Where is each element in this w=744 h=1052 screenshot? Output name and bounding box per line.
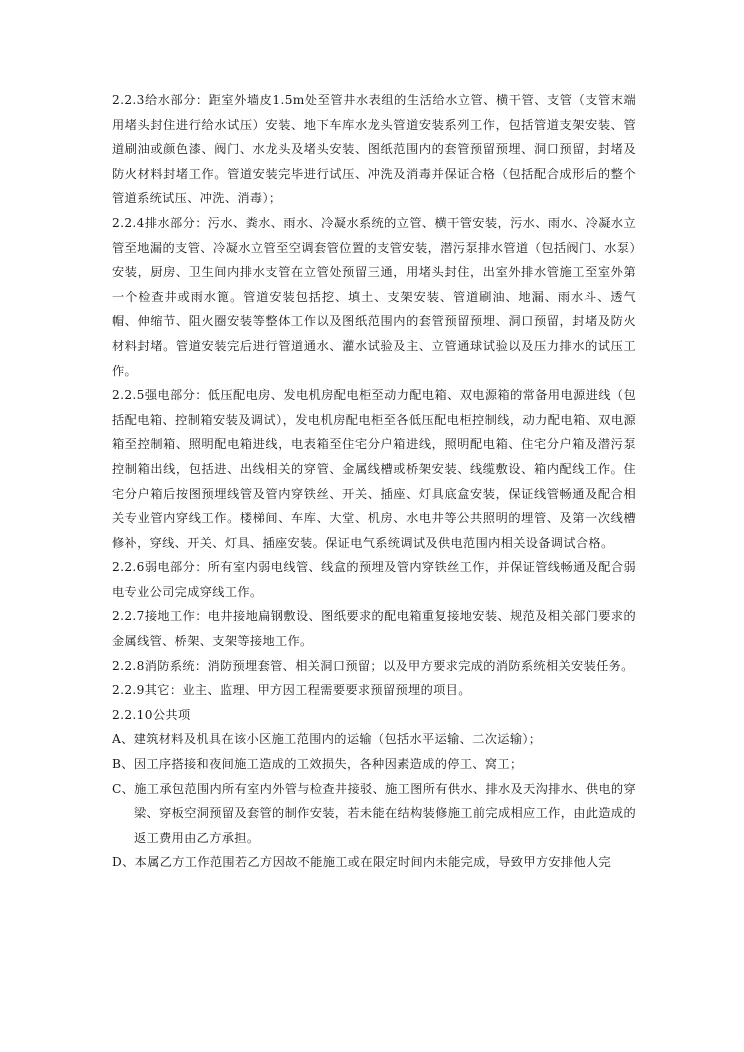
section-2-2-5-strong-electric: 2.2.5强电部分：低压配电房、发电机房配电柜至动力配电箱、双电源箱的常备用电源进线（包括配电箱、控制箱安装及调试），发电机房配电柜至各低压配电柜控制线，动力配电箱、双电源箱至控制箱、照明配电箱进线，电表箱至住宅分户箱进线，照明配电箱、住宅分户箱及潜污泵控制箱出线，包括进、出线相关的穿管、金属线槽或桥架安装、线缆敷设、箱内配线工作。住宅分户箱后按图预埋线管及管内穿铁丝、开关、插座、灯具底盒安装，保证线管畅通及配合相关专业管内穿线工作。楼梯间、车库、大堂、机房、水电井等公共照明的埋管、及第一次线槽修补，穿线、开关、灯具、插座安装。保证电气系统调试及供电范围内相关设备调试合格。 <box>112 388 636 550</box>
section-2-2-9-other: 2.2.9其它：业主、监理、甲方因工程需要要求预留预埋的项目。 <box>112 683 471 698</box>
section-2-2-6-weak-electric: 2.2.6弱电部分：所有室内弱电线管、线盒的预埋及管内穿铁丝工作，并保证管线畅通及配合弱电专业公司完成穿线工作。 <box>112 560 636 599</box>
section-2-2-8-fire-protection: 2.2.8消防系统：消防预埋套管、相关洞口预留；以及甲方要求完成的消防系统相关安装任务。 <box>112 658 634 673</box>
list-item-a: A、建筑材料及机具在该小区施工范围内的运输（包括水平运输、二次运输）； <box>112 732 542 747</box>
section-2-2-10-heading: 2.2.10公共项 <box>112 707 191 722</box>
list-item-d: D、本属乙方工作范围若乙方因故不能施工或在限定时间内未能完成，导致甲方安排他人完 <box>112 855 612 870</box>
section-2-2-4-drainage: 2.2.4排水部分：污水、粪水、雨水、冷凝水系统的立管、横干管安装，污水、雨水、冷凝水立管至地漏的支管、冷凝水立管至空调套管位置的支管安装，潜污泵排水管道（包括阀门、水泵）安装，厨房、卫生间内排水支管在立管处预留三通，用堵头封住，出室外排水管施工至室外第一个检查井或雨水篦。管道安装包括挖、填土、支架安装、管道刷油、地漏、雨水斗、透气帽、伸缩节、阻火圈安装等整体工作以及图纸范围内的套管预留预埋、洞口预留，封堵及防火材料封堵。管道安装完后进行管道通水、灌水试验及主、立管通球试验以及压力排水的试压工作。 <box>112 215 636 378</box>
section-2-2-3-water-supply: 2.2.3给水部分：距室外墙皮1.5m处至管井水表组的生活给水立管、横干管、支管（支管末端用堵头封住进行给水试压）安装、地下车库水龙头管道安装系列工作，包括管道支架安装、管道刷油或颜色漆、阀门、水龙头及堵头安装、图纸范围内的套管预留预埋、洞口预留，封堵及防火材料封堵工作。管道安装完毕进行试压、冲洗及消毒并保证合格（包括配合成形后的整个管道系统试压、冲洗、消毒）； <box>112 93 636 206</box>
section-2-2-7-grounding: 2.2.7接地工作：电井接地扁钢敷设、图纸要求的配电箱重复接地安装、规范及相关部门要求的金属线管、桥架、支架等接地工作。 <box>112 609 636 649</box>
list-item-c: C、施工承包范围内所有室内外管与检查井接驳、施工图所有供水、排水及天沟排水、供电的穿梁、穿板空洞预留及套管的制作安装，若未能在结构装修施工前完成相应工作，由此造成的返工费用由乙方承担。 <box>112 781 636 845</box>
list-item-b: B、因工序搭接和夜间施工造成的工效损失，各种因素造成的停工、窝工； <box>112 757 523 772</box>
document-body <box>112 88 636 875</box>
